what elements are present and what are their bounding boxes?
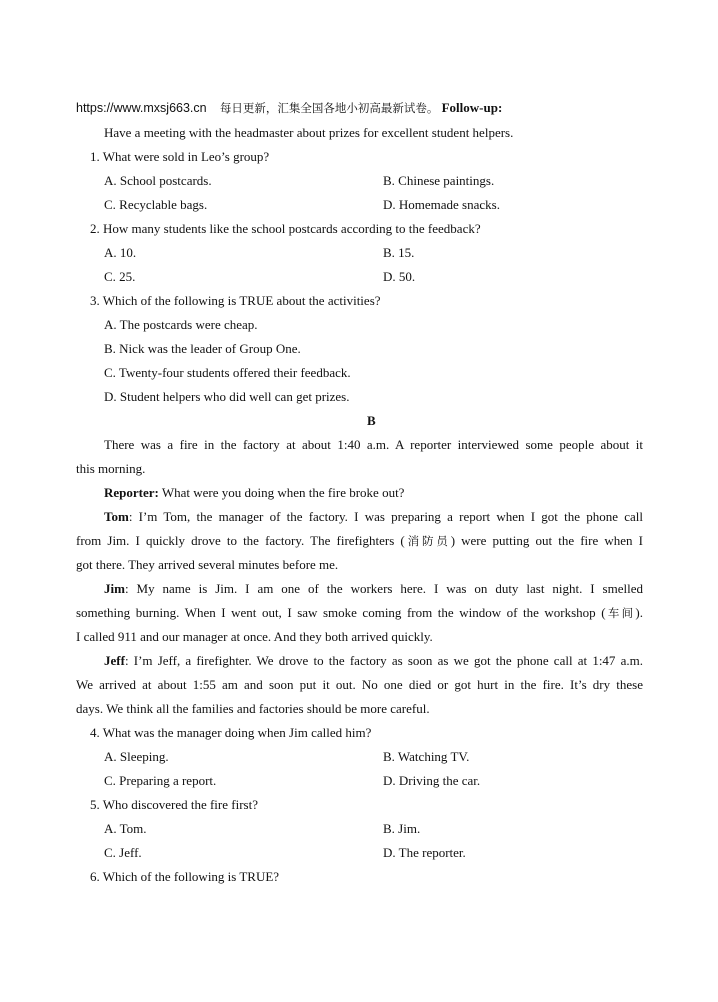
- q4-option-b: B. Watching TV.: [383, 749, 470, 764]
- q1-stem: 1. What were sold in Leo’s group?: [90, 149, 270, 164]
- header-tagline: 每日更新，汇集全国各地小初高最新试卷。: [219, 101, 439, 115]
- speaker-tom: Tom: [104, 509, 129, 524]
- speaker-jim: Jim: [104, 581, 125, 596]
- passage-intro-line-1: There was a fire in the factory at about 1:40 a.m. A reporter interviewed some people about it: [104, 437, 643, 452]
- jeff-line-3: days. We think all the families and factories should be more careful.: [76, 701, 430, 716]
- speaker-jeff: Jeff: [104, 653, 125, 668]
- header-line: [76, 100, 502, 116]
- tom-line-2: from Jim. I quickly drove to the factory. The firefighters (消防员) were putting out the fire when I: [76, 533, 643, 548]
- header-url[interactable]: https://www.mxsj663.cn: [76, 101, 207, 115]
- q5-option-a: A. Tom.: [104, 821, 147, 836]
- followup-label: Follow-up:: [441, 100, 503, 115]
- q6-stem: 6. Which of the following is TRUE?: [90, 869, 280, 884]
- q2-option-a: A. 10.: [104, 245, 137, 260]
- jim-line-2: something burning. When I went out, I saw smoke coming from the window of the workshop (车间).: [76, 605, 643, 620]
- q4-option-d: D. Driving the car.: [383, 773, 481, 788]
- q5-option-d: D. The reporter.: [383, 845, 466, 860]
- jim-line-1: Jim: My name is Jim. I am one of the workers here. I was on duty last night. I smelled: [104, 581, 643, 596]
- tom-line-3: got there. They arrived several minutes before me.: [76, 557, 339, 572]
- q5-option-c: C. Jeff.: [104, 845, 142, 860]
- q5-stem: 5. Who discovered the fire first?: [90, 797, 258, 812]
- jeff-line-1: Jeff: I’m Jeff, a firefighter. We drove to the factory as soon as we got the phone call at 1:47 a.m.: [104, 653, 643, 668]
- reporter-line: [104, 485, 404, 501]
- gloss-workshop: 车间: [605, 606, 636, 620]
- tom-line-1: Tom: I’m Tom, the manager of the factory. I was preparing a report when I got the phone call: [104, 509, 643, 524]
- jeff-line-2: We arrived at about 1:55 am and soon put it out. No one died or got hurt in the fire. It’s dry these: [76, 677, 643, 692]
- q1-option-d: D. Homemade snacks.: [383, 197, 500, 212]
- speaker-reporter: Reporter:: [104, 485, 159, 500]
- q4-option-a: A. Sleeping.: [104, 749, 169, 764]
- q3-option-d: D. Student helpers who did well can get prizes.: [104, 389, 350, 404]
- q4-option-c: C. Preparing a report.: [104, 773, 217, 788]
- q3-option-a: A. The postcards were cheap.: [104, 317, 258, 332]
- q1-option-c: C. Recyclable bags.: [104, 197, 208, 212]
- q2-option-d: D. 50.: [383, 269, 416, 284]
- q5-option-b: B. Jim.: [383, 821, 421, 836]
- q1-option-b: B. Chinese paintings.: [383, 173, 495, 188]
- passage-intro-line-2: this morning.: [76, 461, 146, 476]
- q3-option-b: B. Nick was the leader of Group One.: [104, 341, 301, 356]
- q2-option-c: C. 25.: [104, 269, 136, 284]
- gloss-firefighters: 消防员: [404, 534, 451, 548]
- followup-text: Have a meeting with the headmaster about prizes for excellent student helpers.: [104, 125, 514, 140]
- q2-option-b: B. 15.: [383, 245, 415, 260]
- q1-option-a: A. School postcards.: [104, 173, 212, 188]
- reporter-question: What were you doing when the fire broke out?: [158, 485, 405, 500]
- jim-line-3: I called 911 and our manager at once. And they both arrived quickly.: [76, 629, 433, 644]
- q4-stem: 4. What was the manager doing when Jim called him?: [90, 725, 372, 740]
- q3-option-c: C. Twenty-four students offered their feedback.: [104, 365, 351, 380]
- section-heading-b: B: [367, 413, 376, 428]
- q3-stem: 3. Which of the following is TRUE about the activities?: [90, 293, 381, 308]
- q2-stem: 2. How many students like the school postcards according to the feedback?: [90, 221, 481, 236]
